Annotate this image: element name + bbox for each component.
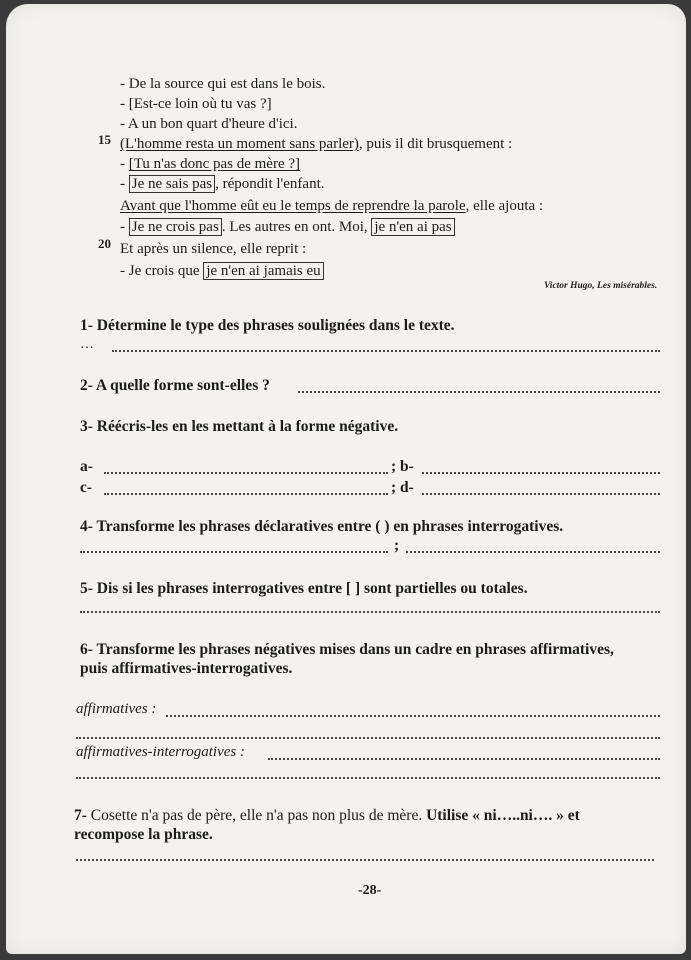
framed-negative: je n'en ai jamais eu — [203, 262, 323, 280]
separator-4: ; — [394, 537, 400, 554]
passage-line-10 — [120, 262, 324, 280]
passage-text: . Les autres en ont. Moi, — [221, 219, 372, 235]
passage-text: , répondit l'enfant. — [215, 176, 325, 192]
underlined-sentence: (L'homme resta un moment sans parler) — [120, 136, 359, 152]
answer-line-4b[interactable] — [406, 551, 660, 553]
passage-text: - Je crois que — [120, 263, 204, 279]
label-affirmatives: affirmatives : — [76, 701, 157, 717]
answer-line-6c[interactable] — [268, 758, 660, 760]
question-7-line-1 — [74, 807, 580, 825]
label-b — [391, 458, 414, 476]
answer-line-6d[interactable] — [76, 777, 660, 779]
passage-line-2: - [Est-ce loin où tu vas ?] — [120, 96, 272, 112]
passage-line-4 — [120, 135, 512, 153]
q7-text: Cosette n'a pas de père, elle n'a pas non plus de mère. — [90, 807, 423, 824]
q1-lead-dots: … — [80, 337, 94, 352]
answer-line-6a[interactable] — [166, 715, 660, 717]
separator: ; — [391, 458, 397, 475]
answer-line-4a[interactable] — [80, 551, 388, 553]
label-a: a- — [80, 458, 93, 475]
answer-line-3d[interactable] — [422, 493, 660, 495]
label-affirmatives-interrogatives: affirmatives-interrogatives : — [76, 744, 245, 760]
underlined-question: [Tu n'as donc pas de mère ?] — [128, 156, 301, 172]
passage-line-3: - A un bon quart d'heure d'ici. — [120, 116, 298, 132]
passage-line-7 — [120, 197, 543, 215]
passage-line-9: Et après un silence, elle reprit : — [120, 241, 307, 257]
framed-negative: je n'en ai pas — [371, 218, 454, 236]
label-d — [391, 479, 414, 497]
answer-line-5[interactable] — [80, 611, 660, 613]
passage-text: , puis il dit brusquement : — [358, 136, 513, 152]
answer-line-3c[interactable] — [104, 493, 388, 495]
page — [6, 4, 686, 954]
question-6-line-1: 6- Transforme les phrases négatives mises dans un cadre en phrases affirmatives, — [80, 641, 614, 658]
separator: ; — [391, 479, 397, 496]
question-7-line-2: recompose la phrase. — [74, 826, 213, 843]
framed-negative: Je ne sais pas — [129, 175, 215, 193]
passage-line-5: - [Tu n'as donc pas de mère ?] — [120, 156, 301, 172]
line-number-15: 15 — [98, 132, 111, 147]
answer-line-3a[interactable] — [104, 472, 388, 474]
answer-line-1[interactable] — [112, 350, 660, 352]
framed-negative: Je ne crois pas — [129, 218, 222, 236]
question-6-line-2: puis affirmatives-interrogatives. — [80, 660, 293, 677]
passage-text: , elle ajouta : — [465, 198, 544, 214]
answer-line-3b[interactable] — [422, 472, 660, 474]
q7-number: 7- — [74, 807, 87, 824]
question-3: 3- Réécris-les en les mettant à la forme négative. — [80, 418, 399, 435]
question-4: 4- Transforme les phrases déclaratives entre ( ) en phrases interrogatives. — [80, 518, 564, 535]
bracket-question: [Est-ce loin où tu vas ?] — [128, 96, 272, 112]
passage-line-6: - Je ne sais pas , répondit l'enfant. — [120, 176, 325, 192]
line-number-20: 20 — [98, 236, 111, 251]
source-credit: Victor Hugo, Les misérables. — [544, 281, 658, 291]
answer-line-7[interactable] — [76, 859, 654, 861]
question-2: 2- A quelle forme sont-elles ? — [80, 377, 270, 394]
passage-line-1: - De la source qui est dans le bois. — [120, 76, 326, 92]
passage-line-8: - Je ne crois pas . Les autres en ont. Moi, je n'en ai pas — [120, 218, 455, 236]
underlined-sentence: Avant que l'homme eût eu le temps de reprendre la parole — [120, 198, 466, 214]
question-5: 5- Dis si les phrases interrogatives entre [ ] sont partielles ou totales. — [80, 580, 528, 597]
q7-instruction: Utilise « ni…..ni…. » et — [426, 807, 580, 824]
label-d-text: d- — [400, 479, 414, 496]
label-c: c- — [80, 479, 93, 496]
answer-line-6b[interactable] — [76, 737, 660, 739]
label-b-text: b- — [400, 458, 414, 475]
page-number: -28- — [358, 883, 382, 898]
answer-line-2[interactable] — [298, 391, 660, 393]
question-1: 1- Détermine le type des phrases soulignées dans le texte. — [80, 317, 455, 334]
